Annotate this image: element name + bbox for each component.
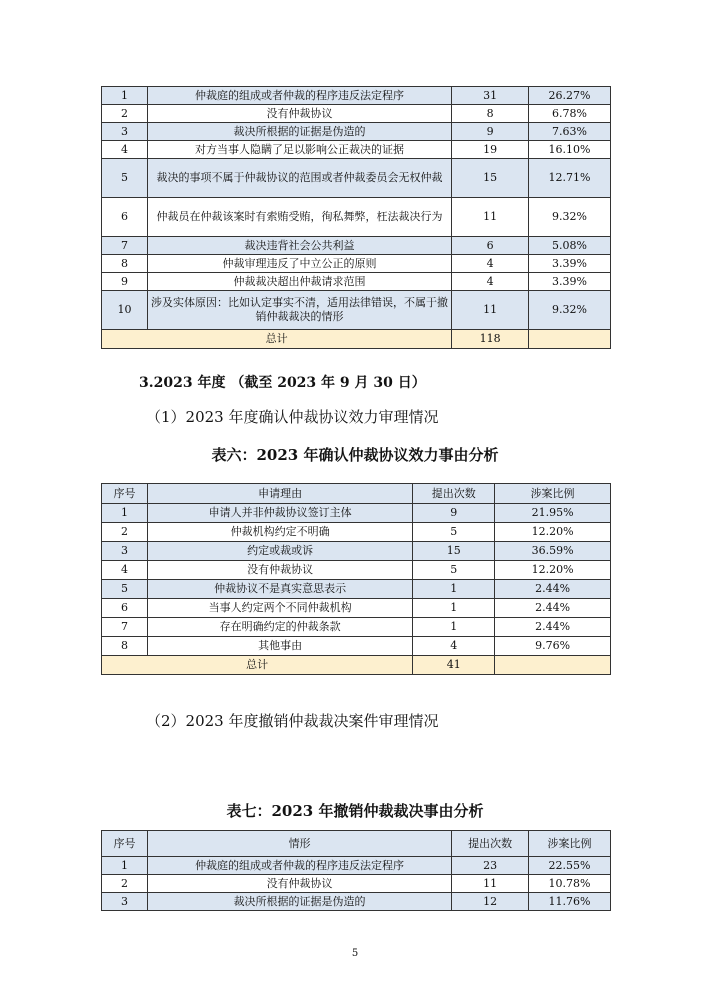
row-ratio: 36.59% xyxy=(495,542,611,561)
row-reason: 裁决所根据的证据是伪造的 xyxy=(147,893,451,911)
row-reason: 存在明确约定的仲裁条款 xyxy=(147,618,412,637)
row-count: 1 xyxy=(413,618,495,637)
row-ratio: 9.32% xyxy=(529,291,611,330)
table-row xyxy=(102,523,611,542)
header-row xyxy=(102,831,611,857)
table-row xyxy=(102,87,611,105)
row-ratio: 9.76% xyxy=(495,637,611,656)
table5-continued xyxy=(101,86,611,349)
row-ratio: 2.44% xyxy=(495,618,611,637)
table-row xyxy=(102,580,611,599)
row-count: 8 xyxy=(452,105,529,123)
row-number: 1 xyxy=(102,857,148,875)
row-reason: 仲裁庭的组成或者仲裁的程序违反法定程序 xyxy=(147,87,451,105)
total-label: 总计 xyxy=(102,330,452,349)
table-row xyxy=(102,237,611,255)
row-count: 11 xyxy=(452,875,529,893)
row-count: 4 xyxy=(452,255,529,273)
row-reason: 没有仲裁协议 xyxy=(147,105,451,123)
row-number: 9 xyxy=(102,273,148,291)
row-ratio: 12.71% xyxy=(529,159,611,198)
row-number: 1 xyxy=(102,504,148,523)
row-reason: 仲裁庭的组成或者仲裁的程序违反法定程序 xyxy=(147,857,451,875)
table-row xyxy=(102,141,611,159)
total-empty xyxy=(495,656,611,675)
row-ratio: 12.20% xyxy=(495,561,611,580)
row-number: 7 xyxy=(102,618,148,637)
table-row xyxy=(102,123,611,141)
row-number: 5 xyxy=(102,159,148,198)
header-row xyxy=(102,484,611,504)
row-number: 10 xyxy=(102,291,148,330)
row-ratio: 9.32% xyxy=(529,198,611,237)
row-reason: 仲裁机构约定不明确 xyxy=(147,523,412,542)
row-count: 6 xyxy=(452,237,529,255)
row-ratio: 3.39% xyxy=(529,273,611,291)
row-count: 15 xyxy=(452,159,529,198)
header-cell: 序号 xyxy=(102,831,148,857)
table-row xyxy=(102,159,611,198)
row-reason: 仲裁协议不是真实意思表示 xyxy=(147,580,412,599)
table-row xyxy=(102,893,611,911)
row-count: 11 xyxy=(452,198,529,237)
header-cell: 提出次数 xyxy=(452,831,529,857)
row-reason: 裁决所根据的证据是伪造的 xyxy=(147,123,451,141)
row-reason: 涉及实体原因：比如认定事实不清，适用法律错误，不属于撤销仲裁裁决的情形 xyxy=(147,291,451,330)
row-reason: 当事人约定两个不同仲裁机构 xyxy=(147,599,412,618)
row-count: 5 xyxy=(413,561,495,580)
header-cell: 涉案比例 xyxy=(529,831,611,857)
row-ratio: 5.08% xyxy=(529,237,611,255)
row-reason: 约定或裁或诉 xyxy=(147,542,412,561)
row-number: 7 xyxy=(102,237,148,255)
table-row xyxy=(102,542,611,561)
table7 xyxy=(101,830,611,911)
row-reason: 没有仲裁协议 xyxy=(147,875,451,893)
table-row xyxy=(102,599,611,618)
row-number: 5 xyxy=(102,580,148,599)
subsection-2-heading: （2）2023 年度撤销仲裁裁决案件审理情况 xyxy=(146,712,439,730)
table-row xyxy=(102,504,611,523)
header-cell: 涉案比例 xyxy=(495,484,611,504)
row-ratio: 26.27% xyxy=(529,87,611,105)
row-ratio: 21.95% xyxy=(495,504,611,523)
total-label: 总计 xyxy=(102,656,413,675)
table7-caption: 表七：2023 年撤销仲裁裁决事由分析 xyxy=(226,802,484,820)
row-number: 8 xyxy=(102,637,148,656)
row-number: 2 xyxy=(102,105,148,123)
row-reason: 裁决的事项不属于仲裁协议的范围或者仲裁委员会无权仲裁 xyxy=(147,159,451,198)
total-empty xyxy=(529,330,611,349)
row-ratio: 11.76% xyxy=(529,893,611,911)
table-row xyxy=(102,198,611,237)
header-cell: 提出次数 xyxy=(413,484,495,504)
row-reason: 仲裁裁决超出仲裁请求范围 xyxy=(147,273,451,291)
row-ratio: 7.63% xyxy=(529,123,611,141)
row-reason: 仲裁员在仲裁该案时有索贿受贿，徇私舞弊，枉法裁决行为 xyxy=(147,198,451,237)
row-count: 4 xyxy=(452,273,529,291)
table-row xyxy=(102,105,611,123)
row-ratio: 6.78% xyxy=(529,105,611,123)
row-number: 4 xyxy=(102,141,148,159)
table-row xyxy=(102,561,611,580)
row-ratio: 22.55% xyxy=(529,857,611,875)
total-row xyxy=(102,656,611,675)
header-cell: 申请理由 xyxy=(147,484,412,504)
row-count: 5 xyxy=(413,523,495,542)
row-count: 9 xyxy=(452,123,529,141)
page-number: 5 xyxy=(351,948,359,959)
table-row xyxy=(102,637,611,656)
row-count: 1 xyxy=(413,580,495,599)
row-number: 6 xyxy=(102,599,148,618)
row-count: 11 xyxy=(452,291,529,330)
row-count: 12 xyxy=(452,893,529,911)
row-reason: 仲裁审理违反了中立公正的原则 xyxy=(147,255,451,273)
row-number: 4 xyxy=(102,561,148,580)
row-count: 23 xyxy=(452,857,529,875)
row-count: 9 xyxy=(413,504,495,523)
row-number: 2 xyxy=(102,523,148,542)
row-count: 31 xyxy=(452,87,529,105)
row-reason: 其他事由 xyxy=(147,637,412,656)
row-number: 3 xyxy=(102,893,148,911)
row-ratio: 16.10% xyxy=(529,141,611,159)
header-cell: 序号 xyxy=(102,484,148,504)
row-reason: 裁决违背社会公共利益 xyxy=(147,237,451,255)
table-row xyxy=(102,857,611,875)
row-count: 19 xyxy=(452,141,529,159)
row-number: 6 xyxy=(102,198,148,237)
table-row xyxy=(102,255,611,273)
table-row xyxy=(102,291,611,330)
row-count: 4 xyxy=(413,637,495,656)
table6-caption: 表六：2023 年确认仲裁协议效力事由分析 xyxy=(211,446,499,464)
table-row xyxy=(102,618,611,637)
total-row xyxy=(102,330,611,349)
row-reason: 对方当事人隐瞒了足以影响公正裁决的证据 xyxy=(147,141,451,159)
row-number: 1 xyxy=(102,87,148,105)
row-number: 8 xyxy=(102,255,148,273)
row-reason: 没有仲裁协议 xyxy=(147,561,412,580)
row-count: 15 xyxy=(413,542,495,561)
row-reason: 申请人并非仲裁协议签订主体 xyxy=(147,504,412,523)
row-number: 2 xyxy=(102,875,148,893)
total-count: 41 xyxy=(413,656,495,675)
table-row xyxy=(102,875,611,893)
row-ratio: 2.44% xyxy=(495,599,611,618)
subsection-1-heading: （1）2023 年度确认仲裁协议效力审理情况 xyxy=(146,408,439,426)
section-3-heading: 3.2023 年度 （截至 2023 年 9 月 30 日） xyxy=(139,375,426,391)
total-count: 118 xyxy=(452,330,529,349)
row-ratio: 10.78% xyxy=(529,875,611,893)
row-ratio: 2.44% xyxy=(495,580,611,599)
row-ratio: 12.20% xyxy=(495,523,611,542)
table6 xyxy=(101,483,611,675)
row-number: 3 xyxy=(102,123,148,141)
table-row xyxy=(102,273,611,291)
row-count: 1 xyxy=(413,599,495,618)
row-number: 3 xyxy=(102,542,148,561)
header-cell: 情形 xyxy=(147,831,451,857)
row-ratio: 3.39% xyxy=(529,255,611,273)
